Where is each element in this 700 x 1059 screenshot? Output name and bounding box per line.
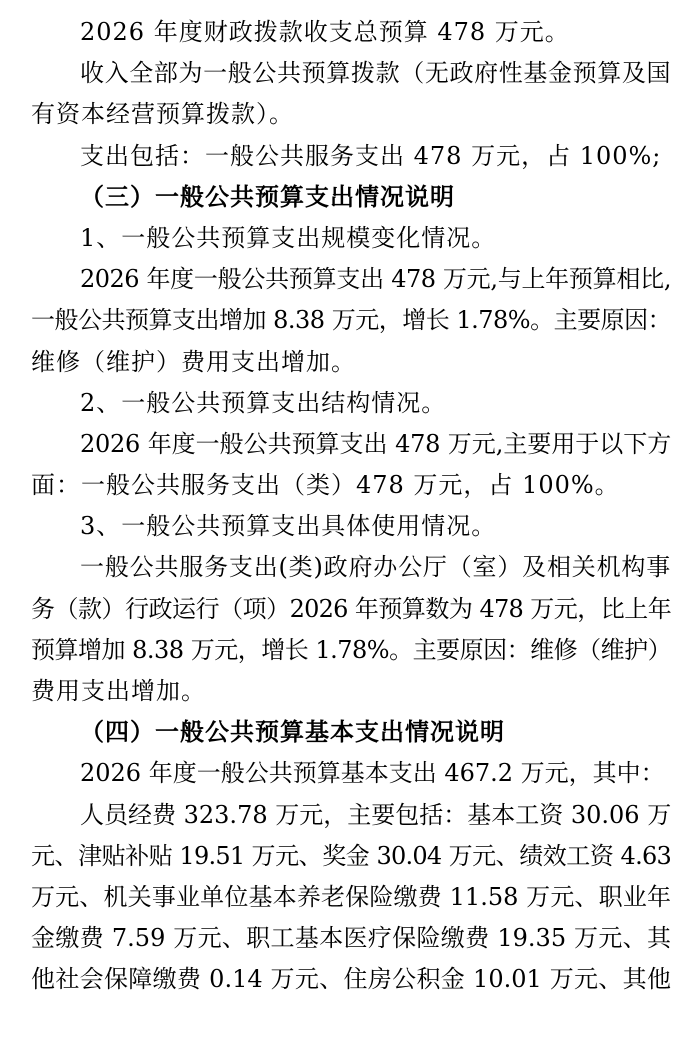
section-heading: （四）一般公共预算基本支出情况说明 <box>80 718 505 747</box>
paragraph-line: 万元、机关事业单位基本养老保险缴费 11.58 万元、职业年 <box>31 882 671 911</box>
paragraph-line: 人员经费 323.78 万元，主要包括：基本工资 30.06 万 <box>80 800 672 829</box>
paragraph-line: 有资本经营预算拨款）。 <box>31 100 294 129</box>
paragraph-line: 费用支出增加。 <box>31 677 206 705</box>
document-page <box>31 12 671 1001</box>
subsection-title: 3、一般公共预算支出具体使用情况。 <box>80 512 497 541</box>
section-heading: （三）一般公共预算支出情况说明 <box>80 182 455 211</box>
subsection-title: 1、一般公共预算支出规模变化情况。 <box>80 223 497 252</box>
subsection-title: 2、一般公共预算支出结构情况。 <box>80 388 447 417</box>
paragraph-line: 2026 年度一般公共预算支出 478 万元,主要用于以下方 <box>80 429 671 458</box>
paragraph-line: 面：一般公共服务支出（类）478 万元，占 100%。 <box>31 471 620 500</box>
paragraph-line: 收入全部为一般公共预算拨款（无政府性基金预算及国 <box>80 59 671 88</box>
paragraph-line: 他社会保障缴费 0.14 万元、住房公积金 10.01 万元、其他 <box>31 965 671 994</box>
paragraph-line: 一般公共预算支出增加 8.38 万元，增长 1.78%。主要原因： <box>31 306 672 335</box>
paragraph-line: 支出包括：一般公共服务支出 478 万元，占 100%; <box>80 141 662 170</box>
paragraph-line: 2026 年度财政拨款收支总预算 478 万元。 <box>80 18 570 46</box>
paragraph-line: 预算增加 8.38 万元，增长 1.78%。主要原因：维修（维护） <box>31 635 672 664</box>
paragraph-line: 2026 年度一般公共预算支出 478 万元,与上年预算相比, <box>80 265 671 294</box>
paragraph-line: 2026 年度一般公共预算基本支出 467.2 万元，其中： <box>80 759 665 788</box>
paragraph-line: 务（款）行政运行（项）2026 年预算数为 478 万元，比上年 <box>31 594 671 623</box>
paragraph-line: 金缴费 7.59 万元、职工基本医疗保险缴费 19.35 万元、其 <box>31 924 671 953</box>
paragraph-line: 维修（维护）费用支出增加。 <box>31 347 356 376</box>
paragraph-line: 元、津贴补贴 19.51 万元、奖金 30.04 万元、绩效工资 4.63 <box>31 841 671 870</box>
paragraph-line: 一般公共服务支出(类)政府办公厅（室）及相关机构事 <box>80 553 671 582</box>
